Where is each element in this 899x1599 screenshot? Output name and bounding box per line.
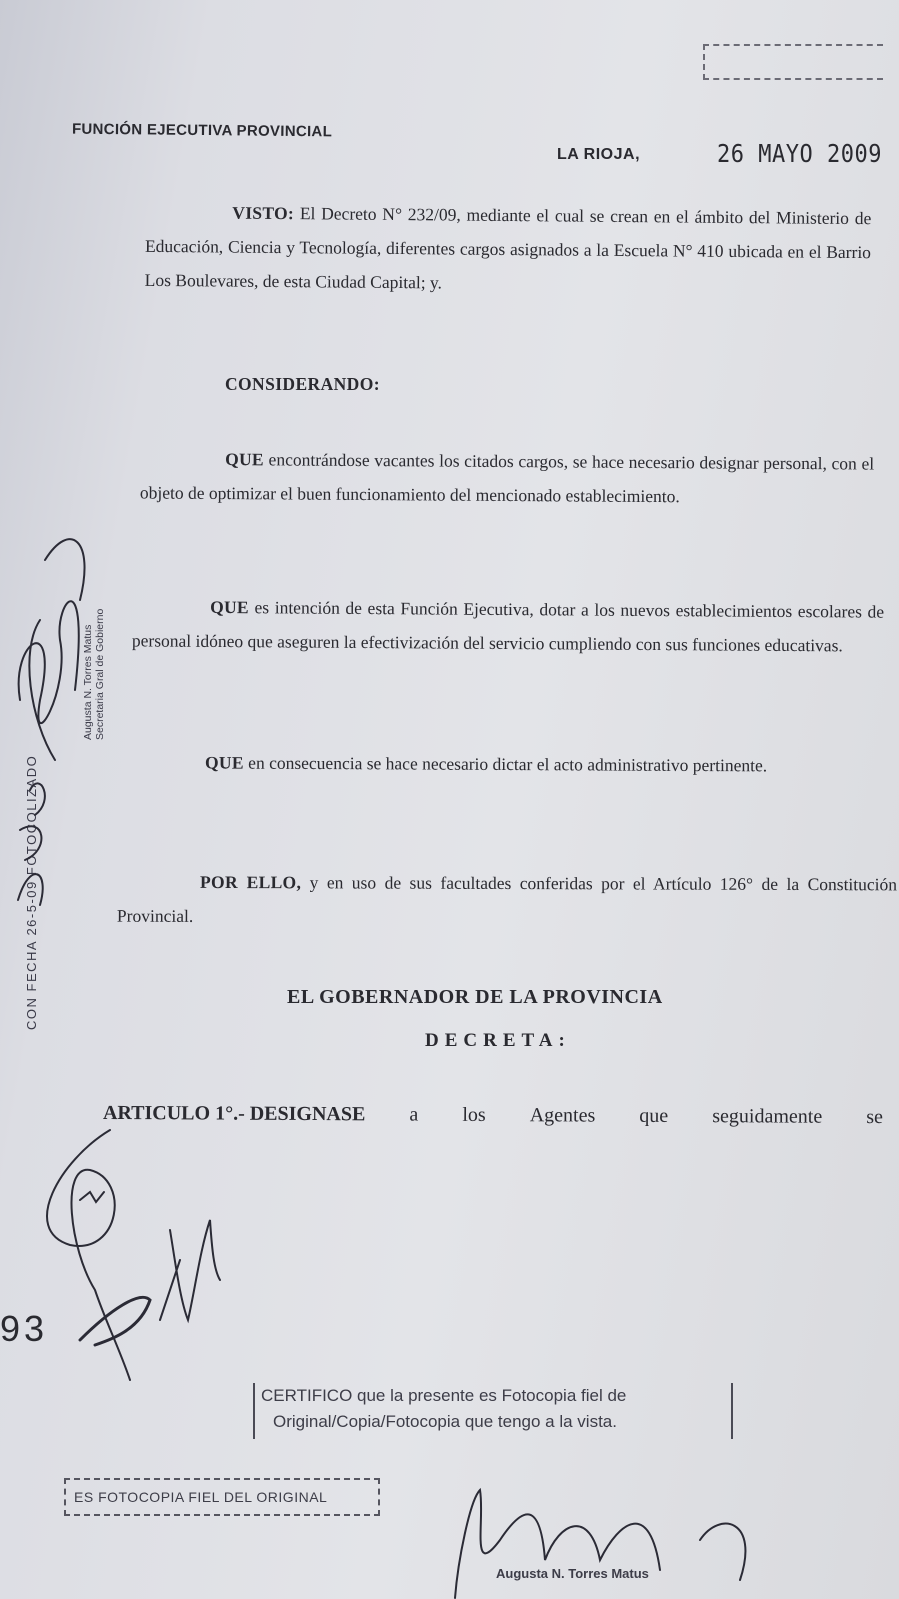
vertical-margin-stamp: CON FECHA 26-5-09 FOTOCOLIZADO [24,754,39,1030]
certification-line-1: CERTIFICO que la presente es Fotocopia fiel de [261,1386,627,1405]
considerando-paragraph-1 [140,441,874,514]
date-stamp: 26 MAYO 2009 [717,140,882,169]
por-ello-text: y en uso de sus facultades conferidas por el Artículo 126° de la Constitución Provincial. [116,872,898,926]
gobernador-heading: EL GOBERNADOR DE LA PROVINCIA [287,986,663,1008]
margin-signer-name: Augusta N. Torres Matus [82,624,94,740]
initials-signature [47,1130,130,1380]
page-number: 93 [0,1308,49,1349]
certification-stamp [253,1383,733,1439]
paragraph-lead: QUE [210,596,250,618]
visto-text: El Decreto N° 232/09, mediante el cual se crean en el ámbito del Ministerio de Educación, Ciencia y Tecnología, diferentes cargos asignados a la Escuela N° 410 ubicada en el Barrio Los Boulevares, de esta Ciudad Capital; y. [144,203,872,293]
place-label: LA RIOJA, [557,146,641,163]
articulo-word: que [639,1104,669,1127]
considerando-paragraph-2 [132,589,884,662]
fotocopia-stamp: ES FOTOCOPIA FIEL DEL ORIGINAL [64,1478,380,1516]
margin-signer-block [82,609,106,740]
visto-label: VISTO: [232,202,295,224]
articulo-word: seguidamente [712,1105,823,1128]
por-ello-paragraph [117,865,897,936]
articulo-word: Agentes [529,1104,596,1127]
articulo-label: ARTICULO 1°.- [102,1101,245,1125]
paragraph-text: es intención de esta Función Ejecutiva, dotar a los nuevos establecimientos escolares de personal idóneo que aseguren la efectivización del servicio cumpliendo con sus funciones educativas. [131,597,885,656]
bottom-left-scrawl [80,1297,150,1345]
visto-paragraph [145,195,872,303]
considerando-paragraph-3 [121,745,891,783]
articulo-word: los [462,1103,486,1126]
paragraph-text: encontrándose vacantes los citados cargos, se hace necesario designar personal, con el objeto de optimizar el buen funcionamiento del mencionado establecimiento. [139,449,875,507]
por-ello-lead: POR ELLO, [200,871,302,893]
initials-signature-2 [160,1220,220,1320]
margin-signer-title: Secretaria Gral de Gobierno [94,608,106,740]
paragraph-lead: QUE [225,449,265,470]
signature-caption: Augusta N. Torres Matus [496,1566,649,1581]
bottom-signature [455,1490,745,1598]
articulo-word: se [866,1105,884,1129]
institution-header: FUNCIÓN EJECUTIVA PROVINCIAL [71,120,333,141]
decreta-heading: DECRETA: [425,1030,571,1051]
top-stamp [703,44,883,80]
margin-signature [19,539,85,760]
considerando-heading: CONSIDERANDO: [225,374,380,394]
articulo-word: a [409,1103,419,1126]
paragraph-lead: QUE [204,752,244,773]
articulo-verb: DESIGNASE [249,1102,366,1126]
articulo-1-line [103,1102,883,1129]
paragraph-text: en consecuencia se hace necesario dictar el acto administrativo pertinente. [248,752,768,776]
certification-line-2: Original/Copia/Fotocopia que tengo a la vista. [273,1412,617,1431]
